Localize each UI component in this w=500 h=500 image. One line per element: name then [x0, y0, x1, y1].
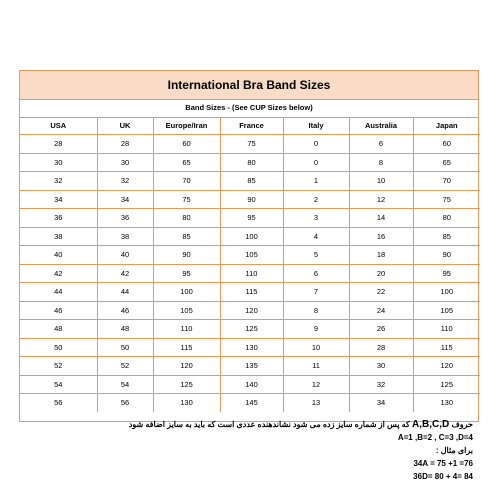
table-cell: 9 — [283, 320, 349, 339]
table-cell: 34 — [349, 394, 413, 412]
table-cell: 105 — [153, 301, 220, 320]
table-cell: 52 — [20, 357, 97, 376]
table-cell: 12 — [283, 375, 349, 394]
table-cell: 60 — [153, 135, 220, 154]
table-cell: 16 — [349, 227, 413, 246]
table-cell: 32 — [97, 172, 153, 191]
table-cell: 110 — [413, 320, 480, 339]
table-cell: 46 — [20, 301, 97, 320]
notes — [33, 418, 473, 483]
table-cell: 100 — [413, 283, 480, 302]
table-row — [20, 320, 480, 339]
table-cell: 42 — [97, 264, 153, 283]
table-cell: 95 — [153, 264, 220, 283]
table-cell: 36 — [97, 209, 153, 228]
table-cell: 8 — [283, 301, 349, 320]
table-cell: 28 — [20, 135, 97, 154]
table-cell: 125 — [413, 375, 480, 394]
table-cell: 85 — [413, 227, 480, 246]
table-cell: 75 — [413, 190, 480, 209]
table-cell: 4 — [283, 227, 349, 246]
table-cell: 11 — [283, 357, 349, 376]
table-cell: 34 — [97, 190, 153, 209]
column-header-france: France — [220, 117, 283, 135]
table-cell: 2 — [283, 190, 349, 209]
table-cell: 85 — [220, 172, 283, 191]
table-cell: 42 — [20, 264, 97, 283]
chart-subtitle: Band Sizes - (See CUP Sizes below) — [20, 99, 478, 118]
table-cell: 105 — [413, 301, 480, 320]
table-cell: 26 — [349, 320, 413, 339]
table-cell: 125 — [153, 375, 220, 394]
table-row — [20, 264, 480, 283]
table-cell: 145 — [220, 394, 283, 412]
size-chart — [19, 70, 479, 422]
table-cell: 10 — [349, 172, 413, 191]
size-table — [20, 117, 480, 412]
table-cell: 100 — [220, 227, 283, 246]
table-cell: 56 — [97, 394, 153, 412]
table-cell: 48 — [20, 320, 97, 339]
table-cell: 44 — [97, 283, 153, 302]
table-cell: 120 — [153, 357, 220, 376]
table-cell: 85 — [153, 227, 220, 246]
table-row — [20, 338, 480, 357]
table-row — [20, 153, 480, 172]
column-header-usa: USA — [20, 117, 97, 135]
table-cell: 28 — [349, 338, 413, 357]
table-cell: 140 — [220, 375, 283, 394]
table-cell: 90 — [220, 190, 283, 209]
table-row — [20, 135, 480, 154]
table-body — [20, 135, 480, 412]
table-row — [20, 357, 480, 376]
table-cell: 130 — [220, 338, 283, 357]
column-header-europe-iran: Europe/Iran — [153, 117, 220, 135]
table-cell: 60 — [413, 135, 480, 154]
table-cell: 56 — [20, 394, 97, 412]
table-cell: 52 — [97, 357, 153, 376]
table-cell: 65 — [153, 153, 220, 172]
table-cell: 115 — [220, 283, 283, 302]
table-cell: 32 — [20, 172, 97, 191]
table-cell: 54 — [97, 375, 153, 394]
table-cell: 110 — [220, 264, 283, 283]
table-cell: 34 — [20, 190, 97, 209]
table-cell: 30 — [97, 153, 153, 172]
table-row — [20, 209, 480, 228]
table-cell: 38 — [97, 227, 153, 246]
table-cell: 7 — [283, 283, 349, 302]
table-cell: 40 — [97, 246, 153, 265]
table-cell: 90 — [413, 246, 480, 265]
table-cell: 130 — [413, 394, 480, 412]
note-line-4: 34A = 75 +1 =76 — [413, 459, 473, 468]
table-cell: 30 — [349, 357, 413, 376]
table-cell: 14 — [349, 209, 413, 228]
table-row — [20, 246, 480, 265]
table-cell: 10 — [283, 338, 349, 357]
note-line-2: A=1 ,B=2 , C=3 ,D=4 — [397, 433, 473, 442]
table-cell: 38 — [20, 227, 97, 246]
table-row — [20, 375, 480, 394]
table-cell: 6 — [283, 264, 349, 283]
table-cell: 75 — [220, 135, 283, 154]
table-cell: 120 — [413, 357, 480, 376]
table-cell: 0 — [283, 135, 349, 154]
table-cell: 50 — [20, 338, 97, 357]
table-row — [20, 394, 480, 412]
table-cell: 20 — [349, 264, 413, 283]
table-cell: 8 — [349, 153, 413, 172]
note-letters: A,B,C,D — [412, 419, 450, 430]
table-cell: 50 — [97, 338, 153, 357]
table-row — [20, 301, 480, 320]
chart-title: International Bra Band Sizes — [20, 71, 478, 100]
table-cell: 1 — [283, 172, 349, 191]
table-cell: 125 — [220, 320, 283, 339]
table-cell: 130 — [153, 394, 220, 412]
table-cell: 110 — [153, 320, 220, 339]
table-cell: 54 — [20, 375, 97, 394]
table-cell: 3 — [283, 209, 349, 228]
note-line-3: برای مثال : — [435, 446, 473, 455]
table-cell: 40 — [20, 246, 97, 265]
table-cell: 18 — [349, 246, 413, 265]
table-row — [20, 172, 480, 191]
column-header-australia: Australia — [349, 117, 413, 135]
note-suffix: که پس از شماره سایز زده می شود نشاندهنده عددی است که باید به سایز اضافه شود — [128, 420, 410, 429]
table-cell: 70 — [413, 172, 480, 191]
table-cell: 46 — [97, 301, 153, 320]
table-cell: 100 — [153, 283, 220, 302]
table-cell: 36 — [20, 209, 97, 228]
table-cell: 105 — [220, 246, 283, 265]
table-cell: 95 — [413, 264, 480, 283]
table-cell: 90 — [153, 246, 220, 265]
table-cell: 135 — [220, 357, 283, 376]
column-header-italy: Italy — [283, 117, 349, 135]
table-cell: 28 — [97, 135, 153, 154]
column-header-uk: UK — [97, 117, 153, 135]
note-prefix: حروف — [451, 420, 473, 429]
note-line-1 — [33, 418, 473, 431]
table-cell: 24 — [349, 301, 413, 320]
table-cell: 5 — [283, 246, 349, 265]
table-cell: 75 — [153, 190, 220, 209]
table-cell: 95 — [220, 209, 283, 228]
table-cell: 32 — [349, 375, 413, 394]
table-cell: 70 — [153, 172, 220, 191]
header-row — [20, 117, 480, 135]
table-row — [20, 190, 480, 209]
table-cell: 22 — [349, 283, 413, 302]
note-line-5: 36D= 80 + 4= 84 — [413, 472, 473, 481]
table-cell: 120 — [220, 301, 283, 320]
table-cell: 30 — [20, 153, 97, 172]
table-cell: 48 — [97, 320, 153, 339]
column-header-japan: Japan — [413, 117, 480, 135]
table-cell: 6 — [349, 135, 413, 154]
table-cell: 80 — [413, 209, 480, 228]
table-cell: 12 — [349, 190, 413, 209]
table-cell: 80 — [220, 153, 283, 172]
table-row — [20, 227, 480, 246]
table-cell: 115 — [413, 338, 480, 357]
table-cell: 0 — [283, 153, 349, 172]
table-row — [20, 283, 480, 302]
table-cell: 115 — [153, 338, 220, 357]
table-cell: 13 — [283, 394, 349, 412]
table-cell: 80 — [153, 209, 220, 228]
table-cell: 44 — [20, 283, 97, 302]
table-cell: 65 — [413, 153, 480, 172]
